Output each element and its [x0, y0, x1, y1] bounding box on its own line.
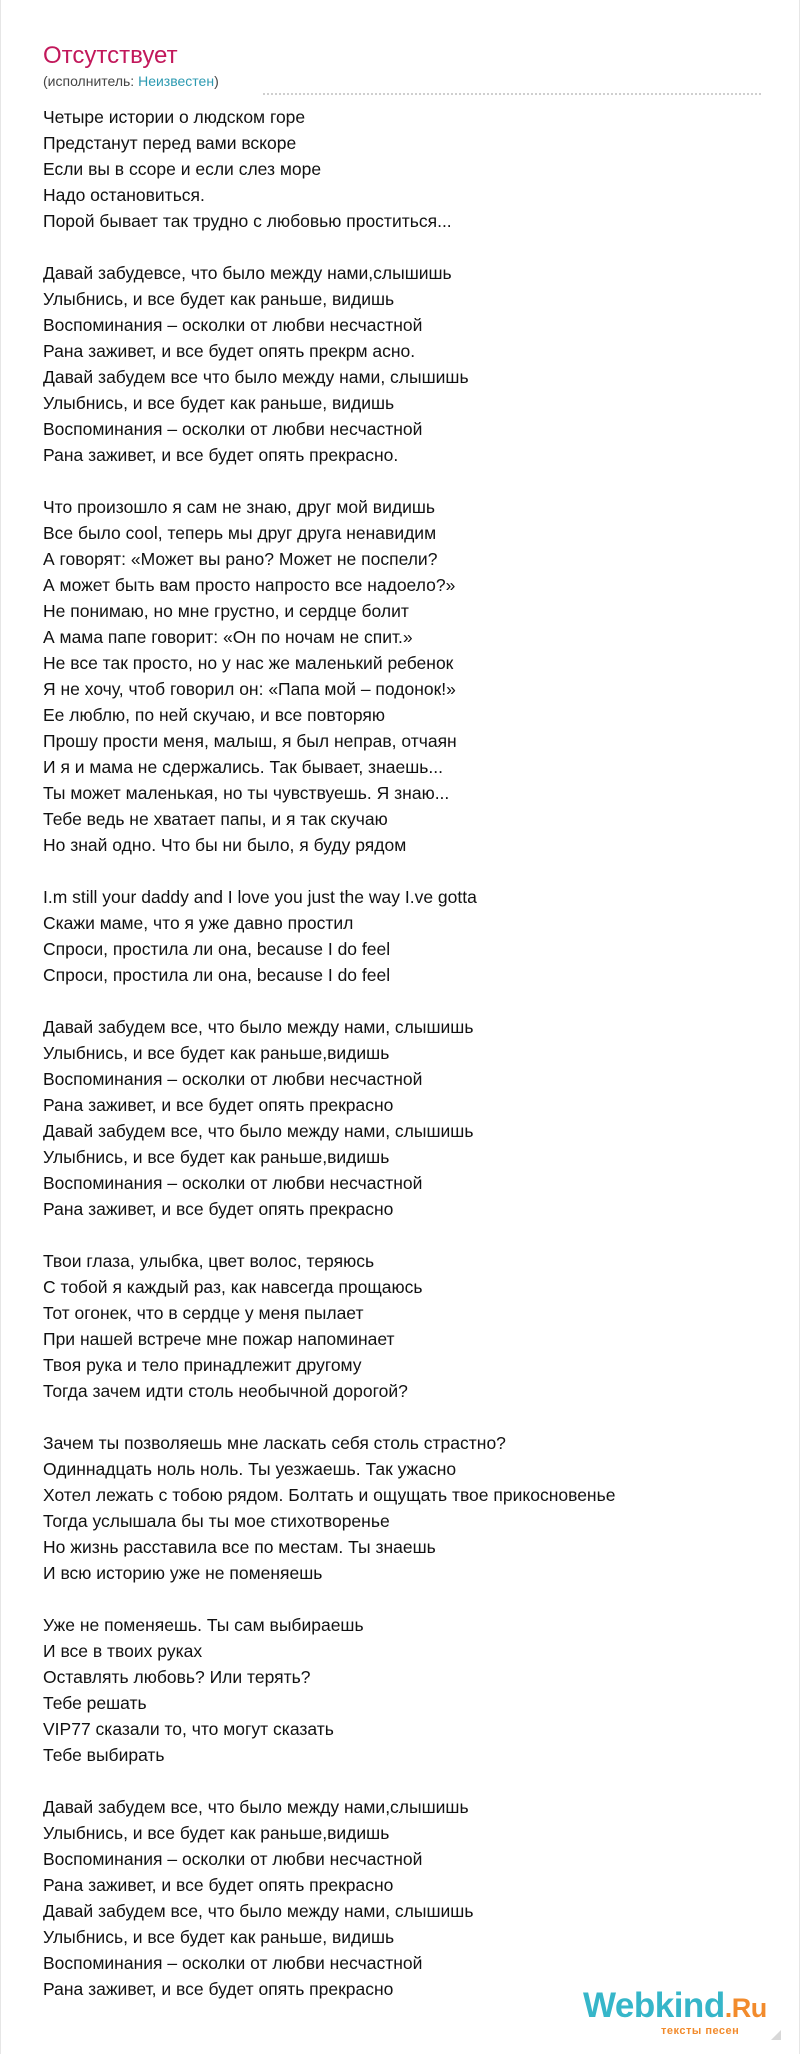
stanza-gap [43, 1222, 763, 1248]
performer-prefix: (исполнитель: [43, 73, 139, 89]
lyric-line: Тот огонек, что в сердце у меня пылает [43, 1303, 364, 1323]
lyric-line: Давай забудем все, что было между нами, слышишь [43, 1901, 474, 1921]
lyric-line: Прошу прости меня, малыш, я был неправ, отчаян [43, 731, 457, 751]
stanza-gap [43, 1586, 763, 1612]
lyric-line: Улыбнись, и все будет как раньше, видишь [43, 1927, 395, 1947]
lyric-line: Хотел лежать с тобою рядом. Болтать и ощущать твое прикосновенье [43, 1485, 616, 1505]
lyric-line: А может быть вам просто напросто все надоело?» [43, 575, 456, 595]
lyric-line: Тебе выбирать [43, 1745, 165, 1765]
lyric-line: Воспоминания – осколки от любви несчастной [43, 1173, 423, 1193]
lyric-line: Четыре истории о людском горе [43, 107, 306, 127]
song-title: Отсутствует [43, 42, 178, 69]
lyric-line: Улыбнись, и все будет как раньше, видишь [43, 393, 395, 413]
lyric-line: Рана заживет, и все будет опять прекрасно [43, 1199, 394, 1219]
lyric-line: Предстанут перед вами вскоре [43, 133, 297, 153]
lyric-line: С тобой я каждый раз, как навсегда прощаюсь [43, 1277, 423, 1297]
lyric-line: Ее люблю, по ней скучаю, и все повторяю [43, 705, 385, 725]
lyric-line: При нашей встрече мне пожар напоминает [43, 1329, 395, 1349]
lyric-line: Оставлять любовь? Или терять? [43, 1667, 311, 1687]
lyric-line: Ты может маленькая, но ты чувствуешь. Я знаю... [43, 783, 450, 803]
lyric-line: Воспоминания – осколки от любви несчастной [43, 419, 423, 439]
lyric-line: Не понимаю, но мне грустно, и сердце болит [43, 601, 409, 621]
stanza-gap [43, 988, 763, 1014]
lyric-line: А говорят: «Может вы рано? Может не поспели? [43, 549, 438, 569]
lyric-line: Тебе решать [43, 1693, 147, 1713]
lyric-line: И все в твоих руках [43, 1641, 203, 1661]
logo-name: Webkind [583, 1986, 725, 2025]
lyric-line: Зачем ты позволяешь мне ласкать себя столь страстно? [43, 1433, 506, 1453]
logo-tagline: тексты песен [661, 2025, 740, 2037]
lyric-line: Спроси, простила ли она, because I do feel [43, 965, 391, 985]
performer-suffix: ) [214, 73, 219, 89]
lyric-line: Рана заживет, и все будет опять прекрм асно. [43, 341, 416, 361]
lyric-line: Улыбнись, и все будет как раньше,видишь [43, 1823, 390, 1843]
stanza-gap [43, 858, 763, 884]
stanza-gap [43, 468, 763, 494]
lyric-line: Но жизнь расставила все по местам. Ты знаешь [43, 1537, 436, 1557]
lyrics-text [43, 104, 763, 2002]
lyric-line: Но знай одно. Что бы ни было, я буду рядом [43, 835, 407, 855]
lyric-line: Рана заживет, и все будет опять прекрасно [43, 1095, 394, 1115]
page-corner-decoration [771, 2030, 781, 2040]
stanza-gap [43, 1404, 763, 1430]
lyric-line: Тогда зачем идти столь необычной дорогой? [43, 1381, 408, 1401]
lyric-line: Тебе ведь не хватает папы, и я так скучаю [43, 809, 388, 829]
lyric-line: Твои глаза, улыбка, цвет волос, теряюсь [43, 1251, 375, 1271]
logo-tld: .Ru [724, 1993, 767, 2023]
lyric-line: Порой бывает так трудно с любовью проститься... [43, 211, 452, 231]
lyric-line: Тогда услышала бы ты мое стихотворенье [43, 1511, 390, 1531]
lyric-line: Что произошло я сам не знаю, друг мой видишь [43, 497, 435, 517]
lyric-line: Воспоминания – осколки от любви несчастной [43, 315, 423, 335]
lyric-line: Скажи маме, что я уже давно простил [43, 913, 354, 933]
lyric-line: Воспоминания – осколки от любви несчастной [43, 1849, 423, 1869]
lyric-line: А мама папе говорит: «Он по ночам не спит.» [43, 627, 413, 647]
lyric-line: И я и мама не сдержались. Так бывает, знаешь... [43, 757, 443, 777]
lyric-line: Давай забудевсе, что было между нами,слышишь [43, 263, 452, 283]
lyric-line: Улыбнись, и все будет как раньше,видишь [43, 1147, 390, 1167]
artist-link[interactable]: Неизвестен [138, 73, 215, 89]
lyric-line: I.m still your daddy and I love you just the way I.ve gotta [43, 887, 477, 907]
stanza-gap [43, 1768, 763, 1794]
lyric-line: Давай забудем все, что было между нами,слышишь [43, 1797, 469, 1817]
lyric-line: Твоя рука и тело принадлежит другому [43, 1355, 362, 1375]
lyric-line: Рана заживет, и все будет опять прекрасно [43, 1875, 394, 1895]
lyric-line: Не все так просто, но у нас же маленький ребенок [43, 653, 454, 673]
lyric-line: Давай забудем все, что было между нами, слышишь [43, 1017, 474, 1037]
lyric-line: Уже не поменяешь. Ты сам выбираешь [43, 1615, 364, 1635]
lyric-line: Одиннадцать ноль ноль. Ты уезжаешь. Так ужасно [43, 1459, 457, 1479]
lyric-line: Давай забудем все что было между нами, слышишь [43, 367, 469, 387]
site-logo[interactable] [583, 1988, 767, 2026]
lyric-line: Спроси, простила ли она, because I do feel [43, 939, 391, 959]
lyric-line: Надо остановиться. [43, 185, 205, 205]
lyric-line: VIP77 сказали то, что могут сказать [43, 1719, 334, 1739]
lyric-line: Я не хочу, чтоб говорил он: «Папа мой – подонок!» [43, 679, 456, 699]
performer-line [43, 73, 219, 89]
lyric-line: Улыбнись, и все будет как раньше,видишь [43, 1043, 390, 1063]
lyric-line: Все было cool, теперь мы друг друга ненавидим [43, 523, 437, 543]
lyric-line: Улыбнись, и все будет как раньше, видишь [43, 289, 395, 309]
lyric-line: Если вы в ссоре и если слез море [43, 159, 322, 179]
stanza-gap [43, 234, 763, 260]
lyric-line: Воспоминания – осколки от любви несчастной [43, 1069, 423, 1089]
lyric-line: Воспоминания – осколки от любви несчастной [43, 1953, 423, 1973]
lyric-line: Давай забудем все, что было между нами, слышишь [43, 1121, 474, 1141]
header-divider [263, 93, 761, 95]
lyric-line: Рана заживет, и все будет опять прекрасно. [43, 445, 399, 465]
lyric-line: И всю историю уже не поменяешь [43, 1563, 323, 1583]
lyric-line: Рана заживет, и все будет опять прекрасно [43, 1979, 394, 1999]
